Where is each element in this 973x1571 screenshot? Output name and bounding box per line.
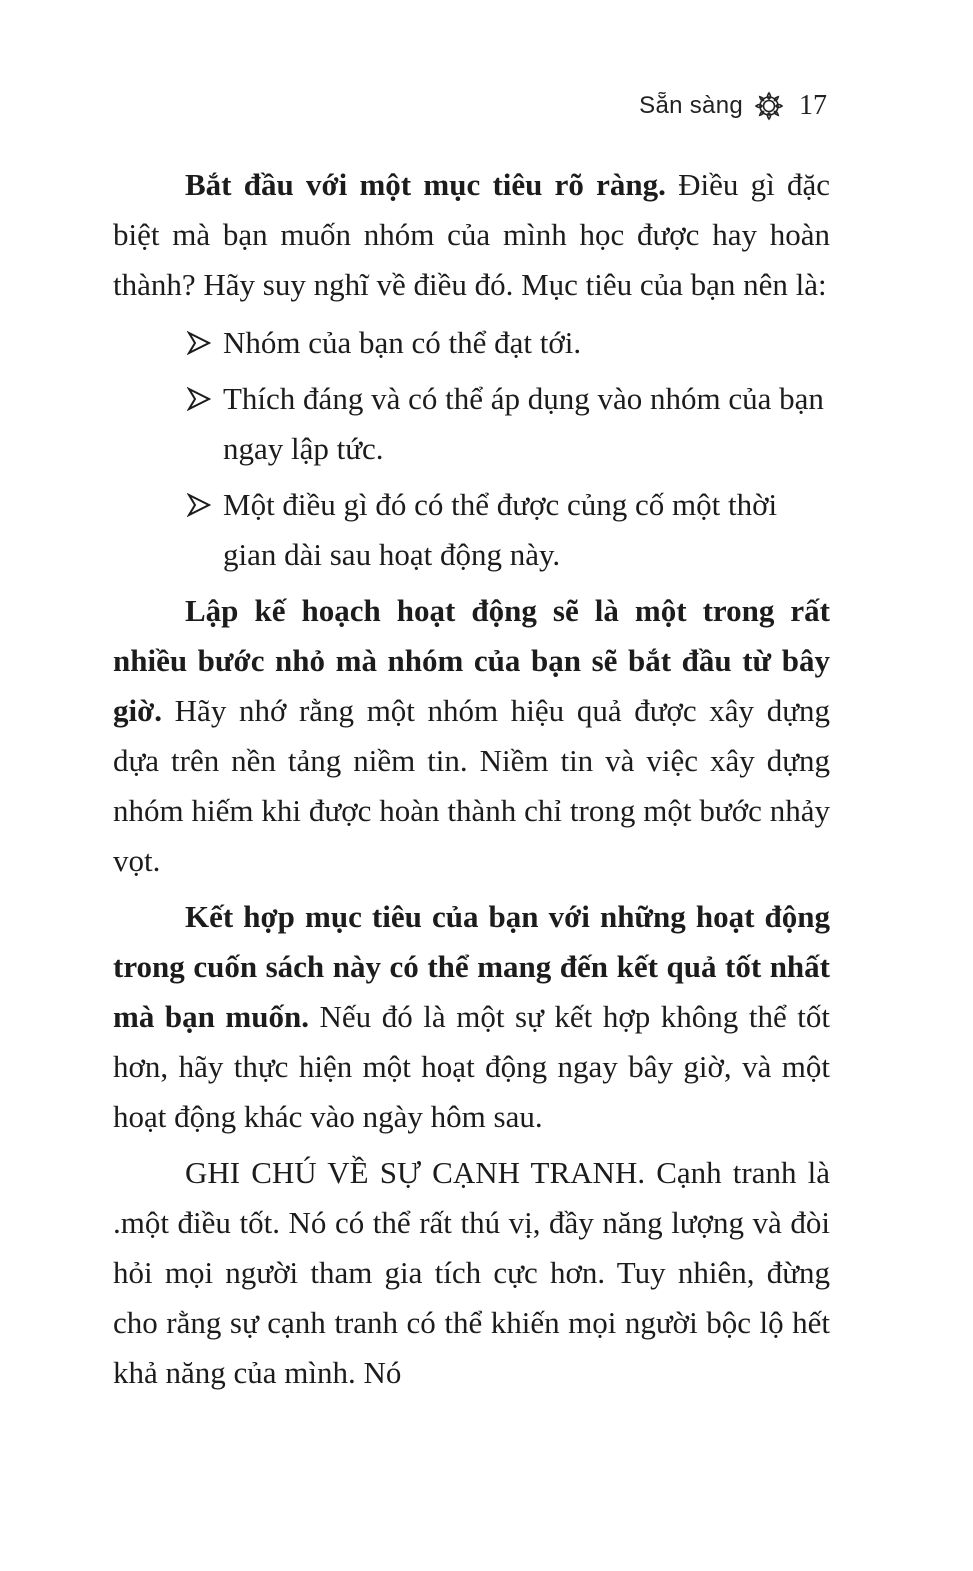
- goal-criteria-list: [113, 318, 830, 580]
- list-item: [113, 480, 830, 580]
- arrowhead-bullet-icon: [187, 493, 211, 517]
- list-item-text: Nhóm của bạn có thể đạt tới.: [223, 325, 582, 360]
- paragraph-planning: [113, 586, 830, 886]
- paragraph-planning-lead: Lập kế hoạch hoạt động sẽ là một trong rất nhiều bước nhỏ mà nhóm của bạn sẽ bắt đầu từ bây giờ.: [113, 593, 830, 728]
- list-item: [113, 374, 830, 474]
- paragraph-planning-text: Hãy nhớ rằng một nhóm hiệu quả được xây dựng dựa trên nền tảng niềm tin. Niềm tin và việc xây dựng nhóm hiếm khi được hoàn thành chỉ trong một bước nhảy vọt.: [113, 693, 830, 878]
- page-number: 17: [799, 90, 827, 121]
- body-text: [113, 160, 830, 1404]
- arrowhead-bullet-icon: [187, 331, 211, 355]
- paragraph-combine-text: Nếu đó là một sự kết hợp không thể tốt hơn, hãy thực hiện một hoạt động ngay bây giờ, và một hoạt động khác vào ngày hôm sau.: [113, 999, 830, 1134]
- list-item: [113, 318, 830, 368]
- paragraph-goal-lead: Bắt đầu với một mục tiêu rõ ràng.: [185, 167, 666, 202]
- paragraph-combine: [113, 892, 830, 1142]
- paragraph-goal-text: Điều gì đặc biệt mà bạn muốn nhóm của mình học được hay hoàn thành? Hãy suy nghĩ về điều đó. Mục tiêu của bạn nên là:: [113, 167, 830, 302]
- list-item-text: Thích đáng và có thể áp dụng vào nhóm của bạn ngay lập tức.: [223, 381, 824, 466]
- chapter-title: Sẵn sàng: [639, 92, 743, 119]
- paragraph-goal: [113, 160, 830, 310]
- running-header: [639, 90, 827, 122]
- list-item-text: Một điều gì đó có thể được củng cố một thời gian dài sau hoạt động này.: [223, 487, 778, 572]
- flower-ornament-icon: [753, 90, 785, 122]
- paragraph-combine-lead: Kết hợp mục tiêu của bạn với những hoạt động trong cuốn sách này có thể mang đến kết quả tốt nhất mà bạn muốn.: [113, 899, 830, 1034]
- paragraph-competition: GHI CHÚ VỀ SỰ CẠNH TRANH. Cạnh tranh là .một điều tốt. Nó có thể rất thú vị, đầy năng lượng và đòi hỏi mọi người tham gia tích cực hơn. Tuy nhiên, đừng cho rằng sự cạnh tranh có thể khiến mọi người bộc lộ hết khả năng của mình. Nó: [113, 1155, 830, 1390]
- arrowhead-bullet-icon: [187, 387, 211, 411]
